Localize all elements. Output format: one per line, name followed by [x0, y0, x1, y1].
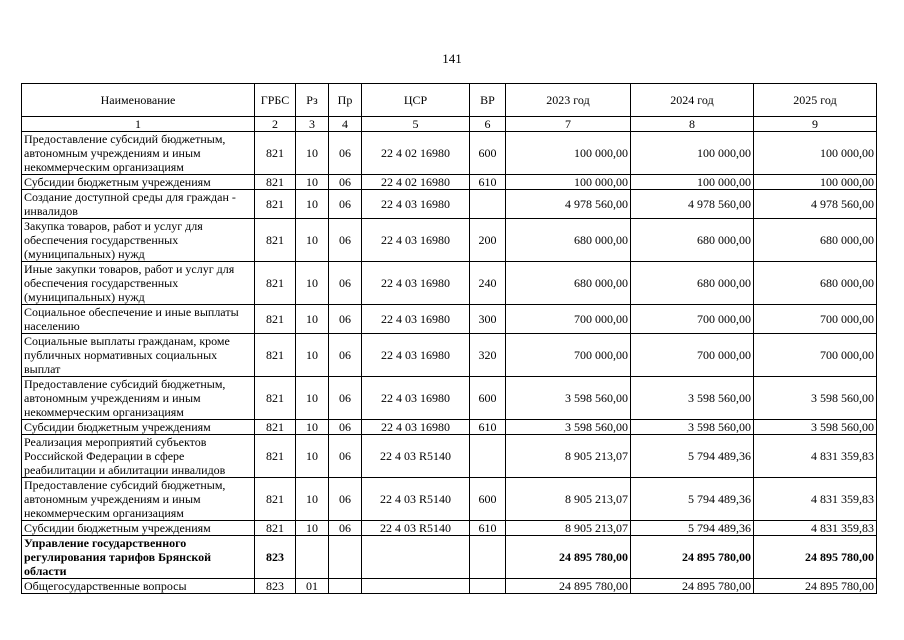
- cell-name: [22, 420, 255, 435]
- cell-csr: 22 4 03 16980: [362, 262, 470, 305]
- col-header-pr: Пр: [329, 84, 362, 117]
- col-number: 2: [255, 117, 296, 132]
- table-row: [22, 420, 877, 435]
- cell-vr: 320: [470, 334, 506, 377]
- cell-2023: 100 000,00: [506, 132, 631, 175]
- cell-name: [22, 219, 255, 262]
- cell-grbs: 823: [255, 579, 296, 594]
- cell-2025: 4 831 359,83: [754, 521, 877, 536]
- cell-2024: 5 794 489,36: [631, 478, 754, 521]
- name-line: Управление государственного: [24, 536, 187, 550]
- name-line: (муниципальных) нужд: [24, 290, 145, 304]
- cell-grbs: 821: [255, 435, 296, 478]
- cell-2024: 24 895 780,00: [631, 536, 754, 579]
- cell-2023: 24 895 780,00: [506, 579, 631, 594]
- cell-2024: 3 598 560,00: [631, 377, 754, 420]
- name-line: Социальные выплаты гражданам, кроме: [24, 334, 230, 348]
- cell-2023: 700 000,00: [506, 334, 631, 377]
- cell-pr: 06: [329, 132, 362, 175]
- cell-2025: 680 000,00: [754, 262, 877, 305]
- cell-2024: 680 000,00: [631, 219, 754, 262]
- cell-grbs: 821: [255, 175, 296, 190]
- cell-rz: [296, 536, 329, 579]
- table-row: [22, 435, 877, 478]
- table-row: [22, 334, 877, 377]
- table-row: [22, 536, 877, 579]
- cell-2024: 680 000,00: [631, 262, 754, 305]
- cell-2025: 100 000,00: [754, 175, 877, 190]
- name-line: инвалидов: [24, 204, 78, 218]
- column-number-row: [22, 117, 877, 132]
- col-header-vr: ВР: [470, 84, 506, 117]
- col-number: 5: [362, 117, 470, 132]
- name-line: (муниципальных) нужд: [24, 247, 145, 261]
- cell-rz: 10: [296, 420, 329, 435]
- cell-name: [22, 132, 255, 175]
- name-line: Общегосударственные вопросы: [24, 579, 187, 593]
- cell-vr: [470, 190, 506, 219]
- cell-rz: 10: [296, 175, 329, 190]
- cell-vr: 200: [470, 219, 506, 262]
- cell-2025: 4 831 359,83: [754, 478, 877, 521]
- cell-2023: 3 598 560,00: [506, 420, 631, 435]
- cell-rz: 10: [296, 132, 329, 175]
- table-row: [22, 478, 877, 521]
- cell-2024: 700 000,00: [631, 334, 754, 377]
- cell-2023: 700 000,00: [506, 305, 631, 334]
- cell-name: [22, 579, 255, 594]
- cell-2024: 3 598 560,00: [631, 420, 754, 435]
- cell-2025: 700 000,00: [754, 334, 877, 377]
- name-line: Закупка товаров, работ и услуг для: [24, 219, 203, 233]
- cell-csr: 22 4 03 16980: [362, 190, 470, 219]
- cell-2024: 100 000,00: [631, 132, 754, 175]
- cell-vr: [470, 579, 506, 594]
- table-row: [22, 579, 877, 594]
- table-body: [22, 132, 877, 594]
- col-number: 7: [506, 117, 631, 132]
- cell-name: [22, 435, 255, 478]
- cell-2025: 24 895 780,00: [754, 579, 877, 594]
- cell-vr: 240: [470, 262, 506, 305]
- cell-grbs: 821: [255, 262, 296, 305]
- name-line: публичных нормативных социальных: [24, 348, 218, 362]
- cell-rz: 10: [296, 219, 329, 262]
- cell-name: [22, 262, 255, 305]
- col-header-2025: 2025 год: [754, 84, 877, 117]
- cell-2025: 100 000,00: [754, 132, 877, 175]
- table-header-row: [22, 84, 877, 117]
- name-line: выплат: [24, 362, 61, 376]
- cell-rz: 10: [296, 334, 329, 377]
- cell-name: [22, 190, 255, 219]
- cell-pr: 06: [329, 377, 362, 420]
- cell-grbs: 821: [255, 478, 296, 521]
- cell-name: [22, 175, 255, 190]
- table-row: [22, 521, 877, 536]
- cell-rz: 10: [296, 305, 329, 334]
- cell-grbs: 821: [255, 377, 296, 420]
- cell-vr: 600: [470, 377, 506, 420]
- cell-grbs: 821: [255, 132, 296, 175]
- cell-2023: 100 000,00: [506, 175, 631, 190]
- cell-2023: 8 905 213,07: [506, 435, 631, 478]
- cell-2023: 3 598 560,00: [506, 377, 631, 420]
- table-row: [22, 190, 877, 219]
- cell-csr: 22 4 03 16980: [362, 219, 470, 262]
- cell-csr: 22 4 03 R5140: [362, 435, 470, 478]
- col-number: 3: [296, 117, 329, 132]
- name-line: Предоставление субсидий бюджетным,: [24, 132, 226, 146]
- cell-rz: 10: [296, 262, 329, 305]
- cell-name: [22, 536, 255, 579]
- cell-rz: 10: [296, 190, 329, 219]
- name-line: некоммерческим организациям: [24, 506, 184, 520]
- cell-name: [22, 305, 255, 334]
- name-line: обеспечения государственных: [24, 233, 179, 247]
- page-number: 141: [442, 51, 462, 66]
- cell-csr: 22 4 03 R5140: [362, 521, 470, 536]
- cell-grbs: 821: [255, 334, 296, 377]
- cell-2025: 700 000,00: [754, 305, 877, 334]
- col-header-grbs: ГРБС: [255, 84, 296, 117]
- budget-table: [21, 83, 877, 594]
- cell-rz: 01: [296, 579, 329, 594]
- table-row: [22, 377, 877, 420]
- cell-csr: 22 4 03 16980: [362, 420, 470, 435]
- name-line: автономным учреждениям и иным: [24, 146, 201, 160]
- name-line: Реализация мероприятий субъектов: [24, 435, 207, 449]
- cell-csr: [362, 536, 470, 579]
- cell-2023: 680 000,00: [506, 262, 631, 305]
- name-line: Предоставление субсидий бюджетным,: [24, 478, 226, 492]
- cell-pr: 06: [329, 262, 362, 305]
- name-line: обеспечения государственных: [24, 276, 179, 290]
- cell-pr: 06: [329, 334, 362, 377]
- cell-2025: 4 831 359,83: [754, 435, 877, 478]
- name-line: Российской Федерации в сфере: [24, 449, 185, 463]
- cell-csr: 22 4 03 R5140: [362, 478, 470, 521]
- cell-vr: 300: [470, 305, 506, 334]
- col-header-csr: ЦСР: [362, 84, 470, 117]
- table-row: [22, 305, 877, 334]
- cell-2025: 24 895 780,00: [754, 536, 877, 579]
- cell-csr: 22 4 03 16980: [362, 377, 470, 420]
- cell-rz: 10: [296, 478, 329, 521]
- name-line: населению: [24, 319, 80, 333]
- table-row: [22, 262, 877, 305]
- cell-2025: 3 598 560,00: [754, 420, 877, 435]
- cell-csr: [362, 579, 470, 594]
- cell-2023: 680 000,00: [506, 219, 631, 262]
- col-number: 4: [329, 117, 362, 132]
- cell-name: [22, 521, 255, 536]
- cell-rz: 10: [296, 435, 329, 478]
- cell-2025: 4 978 560,00: [754, 190, 877, 219]
- name-line: автономным учреждениям и иным: [24, 492, 201, 506]
- col-header-2024: 2024 год: [631, 84, 754, 117]
- cell-2023: 4 978 560,00: [506, 190, 631, 219]
- col-header-rz: Рз: [296, 84, 329, 117]
- name-line: некоммерческим организациям: [24, 160, 184, 174]
- col-number: 8: [631, 117, 754, 132]
- cell-grbs: 821: [255, 219, 296, 262]
- cell-grbs: 821: [255, 190, 296, 219]
- cell-2024: 100 000,00: [631, 175, 754, 190]
- cell-grbs: 821: [255, 420, 296, 435]
- cell-pr: [329, 536, 362, 579]
- cell-pr: 06: [329, 190, 362, 219]
- cell-csr: 22 4 02 16980: [362, 132, 470, 175]
- cell-pr: 06: [329, 420, 362, 435]
- col-number: 6: [470, 117, 506, 132]
- cell-grbs: 821: [255, 305, 296, 334]
- cell-2024: 5 794 489,36: [631, 521, 754, 536]
- name-line: Создание доступной среды для граждан -: [24, 190, 236, 204]
- cell-grbs: 821: [255, 521, 296, 536]
- cell-name: [22, 478, 255, 521]
- cell-name: [22, 377, 255, 420]
- cell-vr: 610: [470, 175, 506, 190]
- table-row: [22, 219, 877, 262]
- cell-rz: 10: [296, 521, 329, 536]
- cell-vr: 610: [470, 521, 506, 536]
- name-line: Субсидии бюджетным учреждениям: [24, 175, 211, 189]
- cell-csr: 22 4 03 16980: [362, 334, 470, 377]
- col-header-2023: 2023 год: [506, 84, 631, 117]
- col-number: 1: [22, 117, 255, 132]
- cell-name: [22, 334, 255, 377]
- name-line: области: [24, 564, 67, 578]
- cell-2025: 3 598 560,00: [754, 377, 877, 420]
- cell-2024: 24 895 780,00: [631, 579, 754, 594]
- cell-pr: 06: [329, 521, 362, 536]
- cell-2024: 5 794 489,36: [631, 435, 754, 478]
- cell-2024: 700 000,00: [631, 305, 754, 334]
- cell-vr: [470, 536, 506, 579]
- name-line: Субсидии бюджетным учреждениям: [24, 521, 211, 535]
- cell-vr: 600: [470, 132, 506, 175]
- name-line: Предоставление субсидий бюджетным,: [24, 377, 226, 391]
- cell-2025: 680 000,00: [754, 219, 877, 262]
- name-line: регулирования тарифов Брянской: [24, 550, 212, 564]
- cell-rz: 10: [296, 377, 329, 420]
- name-line: автономным учреждениям и иным: [24, 391, 201, 405]
- table-row: [22, 175, 877, 190]
- cell-csr: 22 4 02 16980: [362, 175, 470, 190]
- cell-2024: 4 978 560,00: [631, 190, 754, 219]
- name-line: некоммерческим организациям: [24, 405, 184, 419]
- name-line: реабилитации и абилитации инвалидов: [24, 463, 226, 477]
- name-line: Социальное обеспечение и иные выплаты: [24, 305, 239, 319]
- cell-csr: 22 4 03 16980: [362, 305, 470, 334]
- cell-pr: 06: [329, 305, 362, 334]
- cell-pr: 06: [329, 175, 362, 190]
- col-number: 9: [754, 117, 877, 132]
- cell-vr: [470, 435, 506, 478]
- table-row: [22, 132, 877, 175]
- cell-vr: 600: [470, 478, 506, 521]
- name-line: Иные закупки товаров, работ и услуг для: [24, 262, 235, 276]
- cell-pr: 06: [329, 435, 362, 478]
- cell-pr: 06: [329, 478, 362, 521]
- cell-2023: 8 905 213,07: [506, 478, 631, 521]
- cell-2023: 24 895 780,00: [506, 536, 631, 579]
- cell-pr: 06: [329, 219, 362, 262]
- name-line: Субсидии бюджетным учреждениям: [24, 420, 211, 434]
- cell-pr: [329, 579, 362, 594]
- cell-vr: 610: [470, 420, 506, 435]
- col-header-name: Наименование: [22, 84, 255, 117]
- cell-2023: 8 905 213,07: [506, 521, 631, 536]
- cell-grbs: 823: [255, 536, 296, 579]
